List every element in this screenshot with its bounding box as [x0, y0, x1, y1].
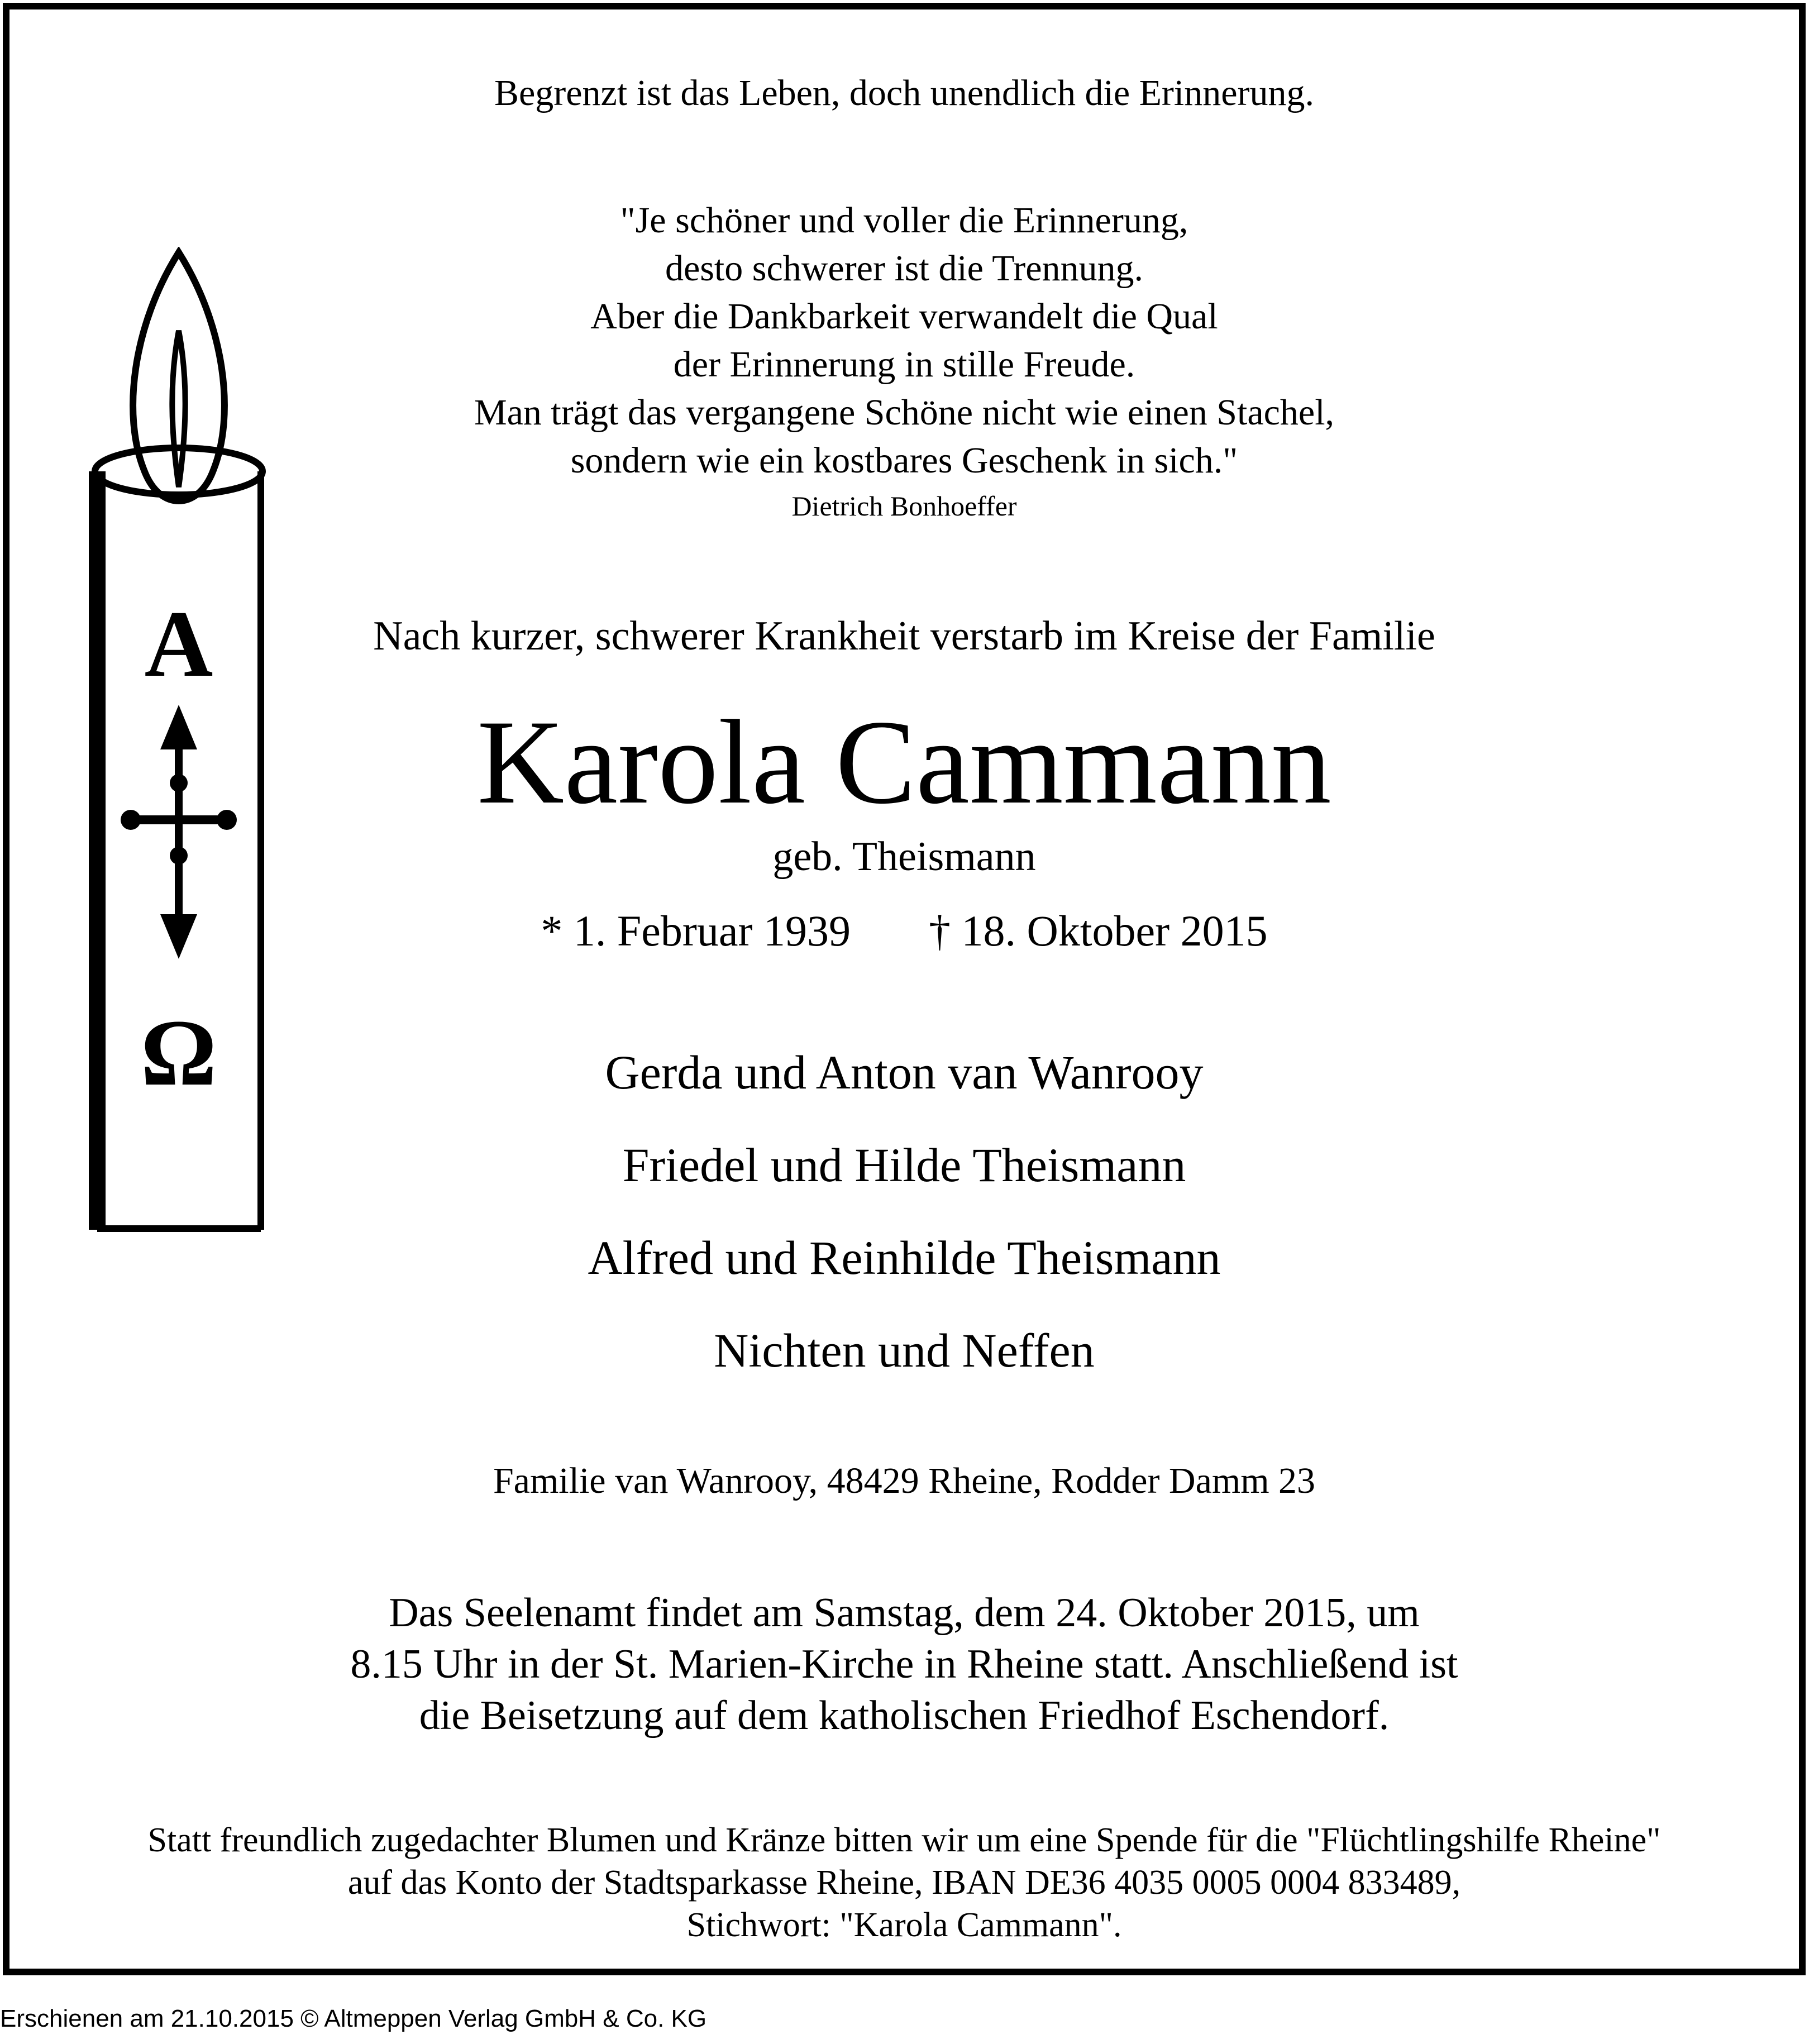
quote-line: der Erinnerung in stille Freude.: [673, 344, 1135, 385]
mourner-2: Friedel und Hilde Theismann: [622, 1138, 1186, 1192]
donation-notice: [9, 1819, 1799, 1946]
obituary-frame: [3, 3, 1806, 1975]
service-line: 8.15 Uhr in der St. Marien-Kirche in Rheine statt. Anschließend ist: [350, 1641, 1458, 1687]
deceased-name: Karola Cammann: [477, 695, 1331, 829]
death-date: † 18. Oktober 2015: [928, 906, 1268, 955]
mourner-4: Nichten und Neffen: [714, 1324, 1095, 1377]
publication-footer: Erschienen am 21.10.2015 © Altmeppen Verlag GmbH & Co. KG: [0, 2005, 707, 2032]
intro-text: Nach kurzer, schwerer Krankheit verstarb im Kreise der Familie: [373, 613, 1435, 659]
quote-author: Dietrich Bonhoeffer: [791, 490, 1017, 522]
quote-line: "Je schöner und voller die Erinnerung,: [620, 200, 1188, 241]
donation-line: auf das Konto der Stadtsparkasse Rheine, IBAN DE36 4035 0005 0004 833489,: [347, 1864, 1461, 1902]
family-address: Familie van Wanrooy, 48429 Rheine, Rodder Damm 23: [493, 1460, 1316, 1501]
service-line: die Beisetzung auf dem katholischen Friedhof Eschendorf.: [419, 1693, 1390, 1739]
donation-line: Stichwort: "Karola Cammann".: [686, 1906, 1122, 1944]
quote-line: Man trägt das vergangene Schöne nicht wie einen Stachel,: [474, 392, 1335, 433]
life-dates: [9, 906, 1799, 956]
quote: [9, 197, 1799, 485]
omega-symbol: Ω: [140, 1000, 217, 1105]
alpha-symbol: A: [144, 591, 213, 696]
donation-line: Statt freundlich zugedachter Blumen und Kränze bitten wir um eine Spende für die "Flüchtlingshilfe Rheine": [147, 1821, 1661, 1859]
service-line: Das Seelenamt findet am Samstag, dem 24. Oktober 2015, um: [389, 1590, 1420, 1636]
quote-line: sondern wie ein kostbares Geschenk in sich.": [570, 440, 1238, 481]
quote-line: desto schwerer ist die Trennung.: [665, 248, 1144, 289]
birth-name: geb. Theismann: [772, 834, 1036, 880]
mourner-3: Alfred und Reinhilde Theismann: [588, 1231, 1221, 1284]
birth-date: * 1. Februar 1939: [541, 906, 851, 955]
mourner-1: Gerda und Anton van Wanrooy: [605, 1045, 1204, 1099]
quote-line: Aber die Dankbarkeit verwandelt die Qual: [590, 296, 1218, 337]
service-notice: [9, 1587, 1799, 1741]
motto: Begrenzt ist das Leben, doch unendlich die Erinnerung.: [494, 73, 1315, 113]
